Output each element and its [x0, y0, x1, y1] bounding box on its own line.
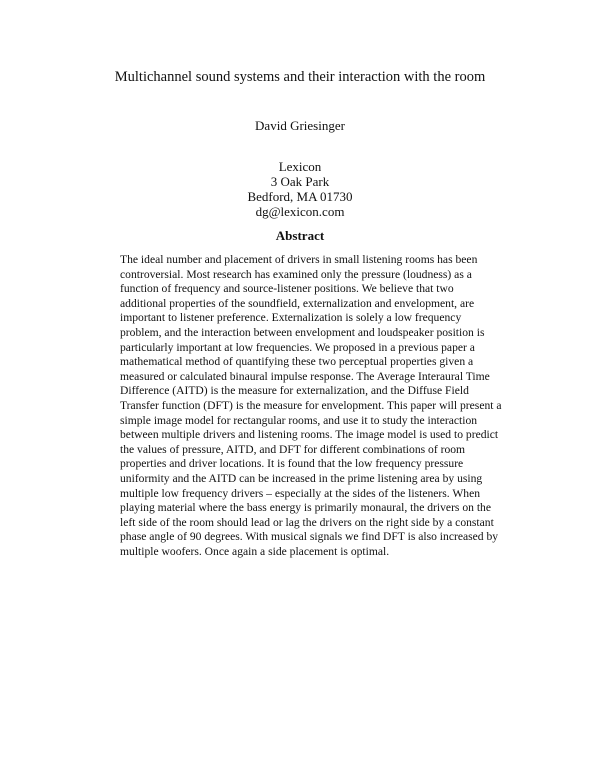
abstract-line: important to listener preference. Externalization is solely a low frequency	[120, 311, 462, 325]
abstract-line: Transfer function (DFT) is the measure for envelopment. This paper will present a	[120, 398, 502, 412]
abstract-line: phase angle of 90 degrees. With musical signals we find DFT is also increased by	[120, 530, 499, 544]
abstract-line: the values of pressure, AITD, and DFT for different combinations of room	[120, 442, 466, 456]
abstract-line: additional properties of the soundfield, externalization and envelopment, are	[120, 296, 475, 310]
abstract-line: simple image model for rectangular rooms, and use it to study the interaction	[120, 413, 478, 427]
abstract-line: playing material where the bass energy is primarily monaural, the drivers on the	[120, 501, 491, 515]
affiliation-street: 3 Oak Park	[270, 174, 330, 189]
abstract-body	[120, 253, 520, 559]
abstract-line: The ideal number and placement of drivers in small listening rooms has been	[120, 253, 478, 266]
abstract-line: mathematical method of quantifying these two perceptual properties given a	[120, 355, 474, 369]
abstract-line: multiple woofers. Once again a side placement is optimal.	[120, 544, 390, 558]
abstract-heading: Abstract	[275, 228, 325, 243]
abstract-line: uniformity and the AITD can be increased in the prime listening area by using	[120, 471, 483, 485]
paper-title: Multichannel sound systems and their interaction with the room	[114, 69, 486, 85]
abstract-line: particularly important at low frequencies. We proposed in a previous paper a	[120, 340, 475, 354]
affiliation-email: dg@lexicon.com	[255, 204, 345, 219]
abstract-line: multiple low frequency drivers – especially at the sides of the listeners. When	[120, 486, 481, 500]
abstract-line: problem, and the interaction between envelopment and loudspeaker position is	[120, 325, 485, 339]
author-name: David Griesinger	[255, 118, 345, 133]
abstract-line: Difference (AITD) is the measure for externalization, and the Diffuse Field	[120, 384, 469, 398]
affiliation-org: Lexicon	[278, 159, 322, 174]
abstract-line: controversial. Most research has examined only the pressure (loudness) as a	[120, 267, 472, 281]
abstract-line: measured or calculated binaural impulse response. The Average Interaural Time	[120, 369, 490, 383]
abstract-line: properties and driver locations. It is found that the low frequency pressure	[120, 457, 464, 471]
abstract-line: left side of the room should lead or lag the drivers on the right side by a constant	[120, 515, 494, 529]
affiliation-block	[0, 159, 600, 219]
abstract-line: function of frequency and source-listener positions. We believe that two	[120, 282, 454, 296]
abstract-line: between multiple drivers and listening rooms. The image model is used to predict	[120, 428, 499, 442]
affiliation-city: Bedford, MA 01730	[247, 189, 353, 204]
